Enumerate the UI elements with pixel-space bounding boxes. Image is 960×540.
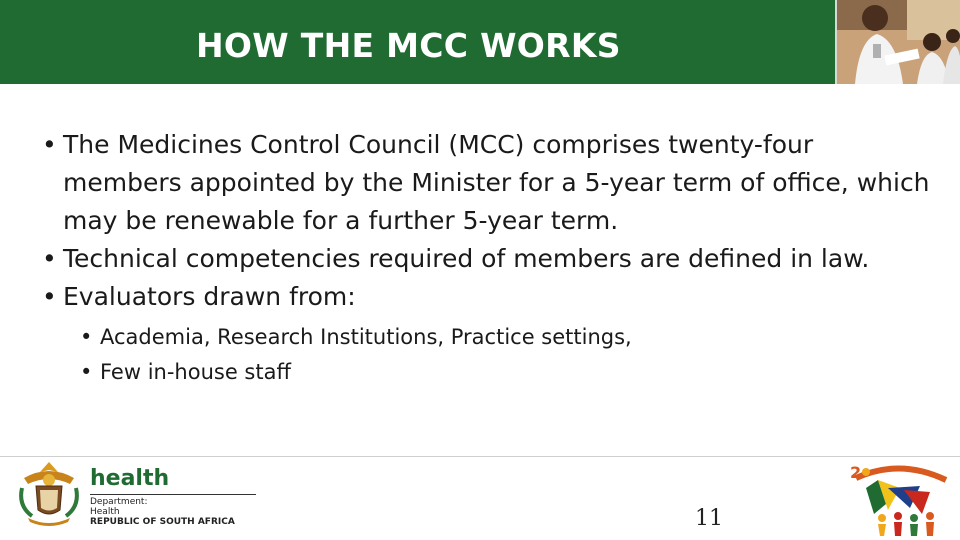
page-number: 11 bbox=[695, 506, 723, 531]
header-photo-illustration bbox=[837, 0, 960, 84]
evaluators-sub-list bbox=[80, 320, 936, 390]
dept-line-department: Department: bbox=[90, 497, 148, 507]
bullet-technical-competencies: • Technical competencies required of members are defined in law. bbox=[36, 240, 936, 278]
dept-name: health bbox=[90, 466, 170, 491]
header-photo bbox=[835, 0, 960, 84]
twenty-years-freedom-logo-icon bbox=[848, 458, 952, 538]
dept-line-republic: REPUBLIC OF SOUTH AFRICA bbox=[90, 517, 235, 527]
dept-rule bbox=[90, 494, 256, 495]
department-wordmark bbox=[90, 466, 270, 527]
svg-text:2: 2 bbox=[850, 463, 862, 482]
slide-title: HOW THE MCC WORKS bbox=[196, 26, 621, 65]
dept-line-health: Health bbox=[90, 507, 120, 517]
header-bar bbox=[0, 0, 960, 84]
sub-bullet-academia: • Academia, Research Institutions, Practice settings, bbox=[80, 320, 936, 355]
footer-divider bbox=[0, 456, 960, 457]
bullet-evaluators: • Evaluators drawn from: bbox=[36, 278, 936, 316]
coat-of-arms-icon bbox=[14, 458, 84, 528]
bullet-mcc-composition: • The Medicines Control Council (MCC) comprises twenty-four members appointed by the Minister for a 5-year term of office, which may be renewable for a further 5-year term. bbox=[36, 126, 936, 240]
slide-content bbox=[36, 126, 936, 390]
sub-bullet-in-house-staff: • Few in-house staff bbox=[80, 355, 936, 390]
